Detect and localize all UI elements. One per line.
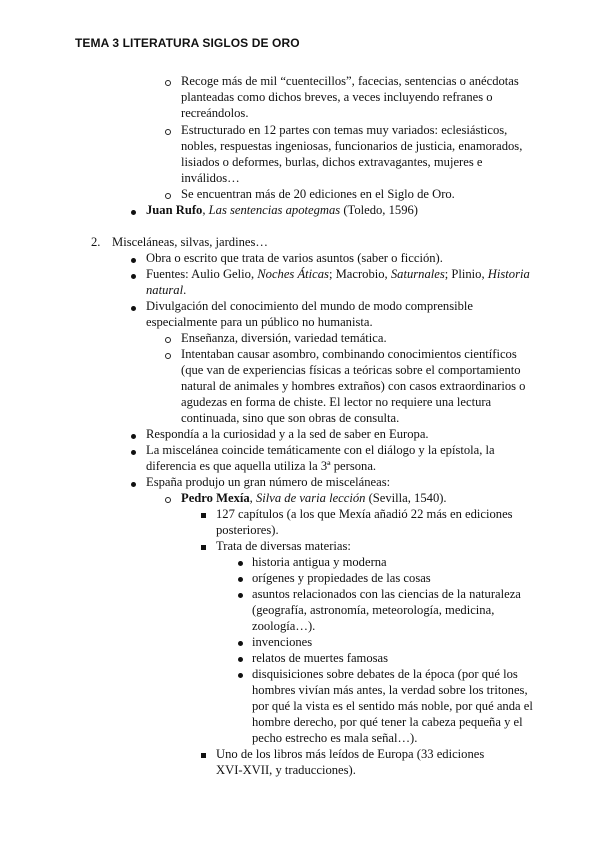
text-line: Recoge más de mil “cuentecillos”, facecias, sentencias o anécdotas: [181, 74, 519, 88]
text-line: Uno de los libros más leídos de Europa (33 ediciones: [216, 747, 485, 761]
disc-bullet-icon: [131, 482, 136, 487]
text-line: La miscelánea coincide temáticamente con el diálogo y la epístola, la: [146, 443, 495, 457]
text-line: asuntos relacionados con las ciencias de la naturaleza: [252, 587, 521, 601]
reference-juan-rufo: Juan Rufo, Las sentencias apotegmas (Toledo, 1596): [146, 203, 418, 217]
disc-bullet-icon: [131, 306, 136, 311]
circle-bullet-icon: [165, 129, 171, 135]
text-line: lisiados o deformes, burlas, dichos extravagantes, mujeres e: [181, 155, 483, 169]
fuentes-line: Fuentes: Aulio Gelio, Noches Áticas; Macrobio, Saturnales; Plinio, Historia: [146, 267, 530, 281]
square-bullet-icon: [201, 753, 206, 758]
text-line: agudezas en forma de chiste. El lector no requiere una lectura: [181, 395, 492, 409]
text-line: Intentaban causar asombro, combinando conocimientos científicos: [181, 347, 517, 361]
circle-bullet-icon: [165, 193, 171, 199]
disc-bullet-icon: [238, 657, 243, 662]
text-line: Trata de diversas materias:: [216, 539, 351, 553]
text-line: pecho estrecho es mala señal…).: [252, 731, 418, 745]
fuentes-line-cont: natural.: [146, 283, 187, 297]
text-line: recreándolos.: [181, 106, 249, 120]
author-name: Juan Rufo: [146, 203, 203, 217]
circle-bullet-icon: [165, 337, 171, 343]
text-line: Estructurado en 12 partes con temas muy variados: eclesiásticos,: [181, 123, 508, 137]
text-line: diferencia es que aquella utiliza la 3ª persona.: [146, 459, 377, 473]
text-line: planteadas como dichos breves, a veces incluyendo refranes o: [181, 90, 493, 104]
text-line: Obra o escrito que trata de varios asuntos (saber o ficción).: [146, 251, 443, 265]
text-line: 127 capítulos (a los que Mexía añadió 22 más en ediciones: [216, 507, 513, 521]
text-line: hombre derecho, por qué tener la cabeza pequeña y el: [252, 715, 523, 729]
disc-bullet-icon: [131, 434, 136, 439]
text-line: Se encuentran más de 20 ediciones en el Siglo de Oro.: [181, 187, 455, 201]
section-heading: Misceláneas, silvas, jardines…: [112, 235, 268, 249]
circle-bullet-icon: [165, 353, 171, 359]
text-line: orígenes y propiedades de las cosas: [252, 571, 431, 585]
text-line: natural de animales y hombres extraños) con casos extraordinarios o: [181, 379, 526, 393]
work-title: Las sentencias apotegmas: [208, 203, 341, 217]
author-name: Pedro Mexía: [181, 491, 250, 505]
text-line: relatos de muertes famosas: [252, 651, 389, 665]
disc-bullet-icon: [238, 561, 243, 566]
square-bullet-icon: [201, 513, 206, 518]
text-line: (geografía, astronomía, meteorología, medicina,: [252, 603, 495, 617]
text-line: historia antigua y moderna: [252, 555, 387, 569]
text-line: inválidos…: [181, 171, 240, 185]
document-header: TEMA 3 LITERATURA SIGLOS DE ORO: [75, 36, 300, 50]
text-line: posteriores).: [216, 523, 279, 537]
text-line: disquisiciones sobre debates de la época (por qué los: [252, 667, 518, 681]
circle-bullet-icon: [165, 80, 171, 86]
disc-bullet-icon: [131, 258, 136, 263]
disc-bullet-icon: [238, 577, 243, 582]
disc-bullet-icon: [238, 673, 243, 678]
text-line: invenciones: [252, 635, 313, 649]
text-line: Divulgación del conocimiento del mundo de modo comprensible: [146, 299, 474, 313]
text-line: España produjo un gran número de misceláneas:: [146, 475, 391, 489]
text-line: especialmente para un público no humanista.: [146, 315, 373, 329]
reference-pedro-mexia: Pedro Mexía, Silva de varia lección (Sevilla, 1540).: [181, 491, 447, 505]
text-line: por qué la vista es el sentido más noble, por qué anda el: [252, 699, 533, 713]
disc-bullet-icon: [131, 210, 136, 215]
square-bullet-icon: [201, 545, 206, 550]
disc-bullet-icon: [131, 450, 136, 455]
text-line: Enseñanza, diversión, variedad temática.: [181, 331, 387, 345]
text-line: XVI-XVII, y traducciones).: [216, 763, 356, 777]
text-line: zoología…).: [252, 619, 316, 633]
text-line: nobles, respuestas ingeniosas, funcionarios de justicia, enamorados,: [181, 139, 523, 153]
text-line: Respondía a la curiosidad y a la sed de saber en Europa.: [146, 427, 429, 441]
text-line: (que van de experiencias físicas a teóricas sobre el comportamiento: [181, 363, 521, 377]
circle-bullet-icon: [165, 497, 171, 503]
work-title: Silva de varia lección: [255, 491, 366, 505]
section-number: 2.: [91, 235, 101, 249]
text-line: hombres vivían más antes, la verdad sobre los tritones,: [252, 683, 528, 697]
text-line: continuada, sino que son obras de consulta.: [181, 411, 400, 425]
disc-bullet-icon: [238, 641, 243, 646]
disc-bullet-icon: [238, 593, 243, 598]
disc-bullet-icon: [131, 274, 136, 279]
